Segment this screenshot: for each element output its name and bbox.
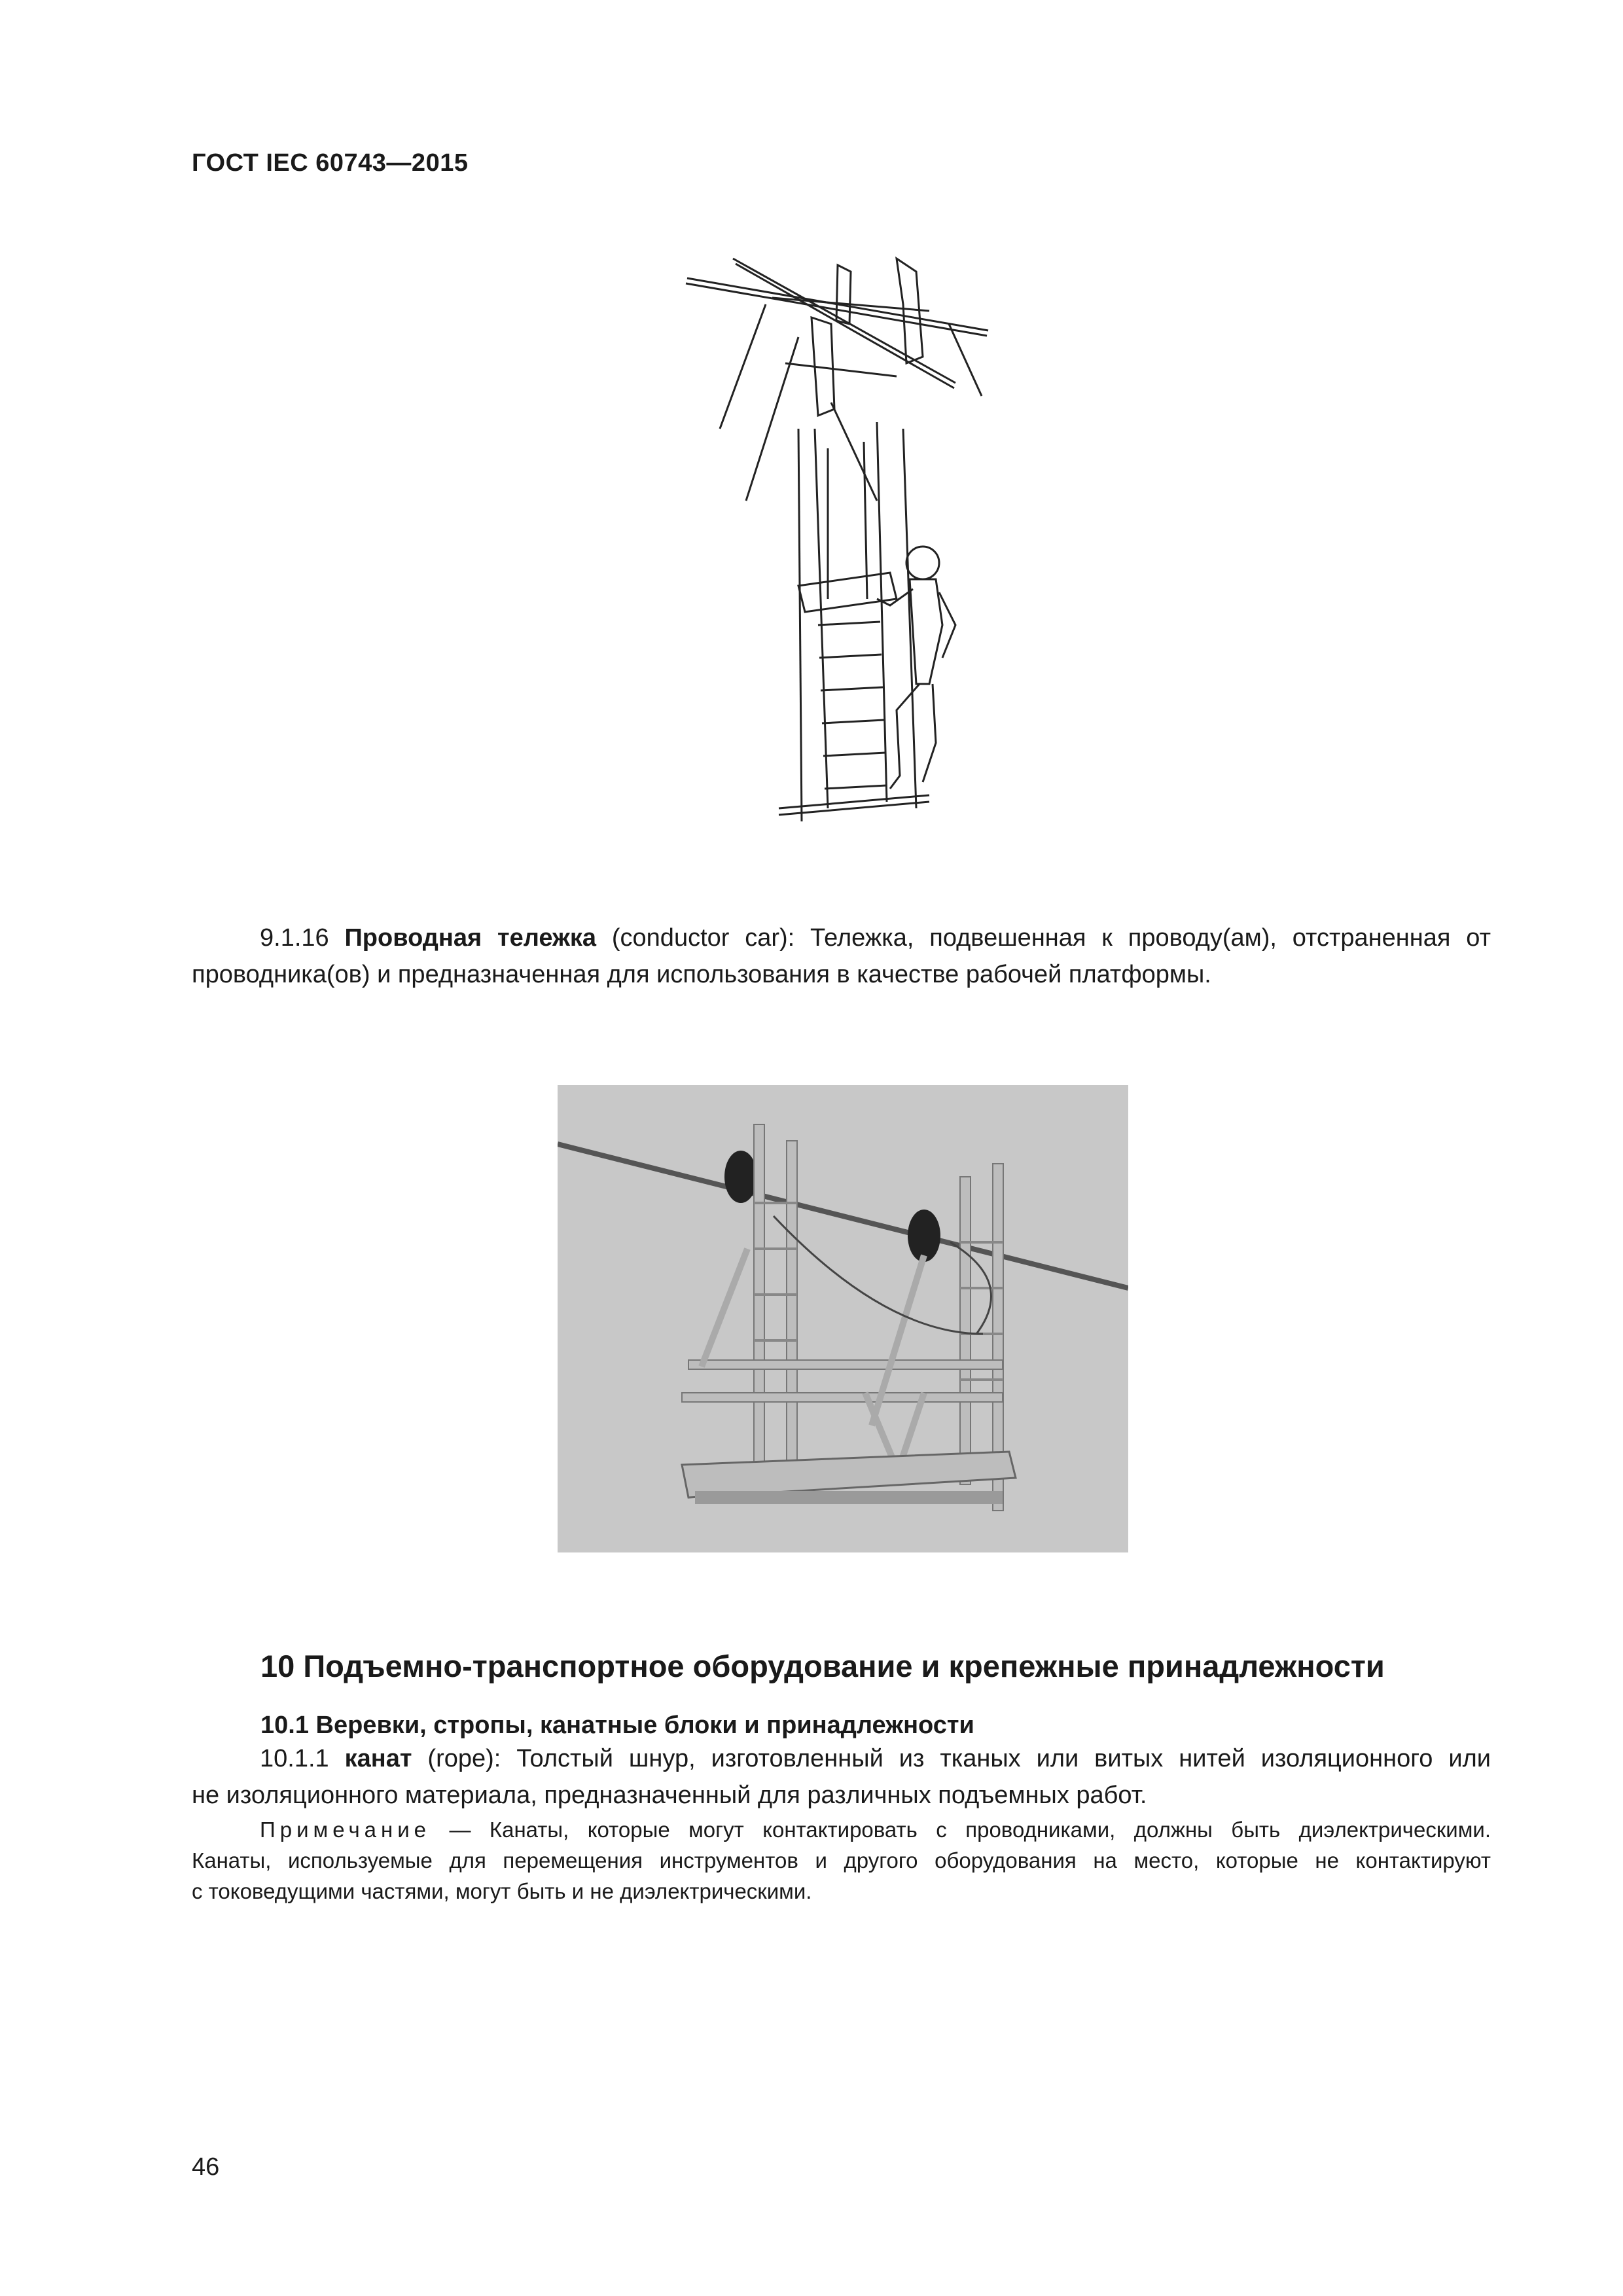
page-number: 46 bbox=[192, 2153, 220, 2181]
term-english: (rope): bbox=[412, 1745, 517, 1772]
conductor-car-photo bbox=[558, 1085, 1128, 1552]
conductor-car-drawing bbox=[681, 232, 1047, 880]
term-english: (conductor car): bbox=[596, 924, 811, 952]
term-name: канат bbox=[344, 1745, 412, 1772]
note-line2: Канаты, используемые для перемещения инструментов и другого оборудования на место, которые не контактируют bbox=[192, 1848, 1491, 1873]
section-10-heading: 10 Подъемно-транспортное оборудование и крепежные принадлежности bbox=[260, 1649, 1385, 1683]
term-number: 10.1.1 bbox=[260, 1745, 345, 1772]
term-9-1-16 bbox=[192, 920, 1491, 993]
document-header: ГОСТ IEC 60743—2015 bbox=[192, 149, 469, 177]
term-definition-line1: Толстый шнур, изготовленный из тканых или витых нитей изоляционного или bbox=[516, 1745, 1491, 1772]
term-definition-line2: проводника(ов) и предназначенная для использования в качестве рабочей платформы. bbox=[192, 961, 1211, 988]
subsection-10-1-heading: 10.1 Веревки, стропы, канатные блоки и принадлежности bbox=[260, 1712, 974, 1739]
note-line3: с токоведущими частями, могут быть и не диэлектрическими. bbox=[192, 1879, 812, 1903]
term-number: 9.1.16 bbox=[260, 924, 345, 952]
term-definition-line1: Тележка, подвешенная к проводу(ам), отстраненная от bbox=[810, 924, 1491, 952]
term-definition-line2: не изоляционного материала, предназначенный для различных подъемных работ. bbox=[192, 1782, 1147, 1809]
note-block bbox=[192, 1814, 1491, 1907]
note-line1: — Канаты, которые могут контактировать с проводниками, должны быть диэлектрическими. bbox=[431, 1818, 1491, 1842]
term-name: Проводная тележка bbox=[344, 924, 597, 952]
note-label: Примечание bbox=[260, 1818, 431, 1842]
term-10-1-1 bbox=[192, 1740, 1491, 1814]
